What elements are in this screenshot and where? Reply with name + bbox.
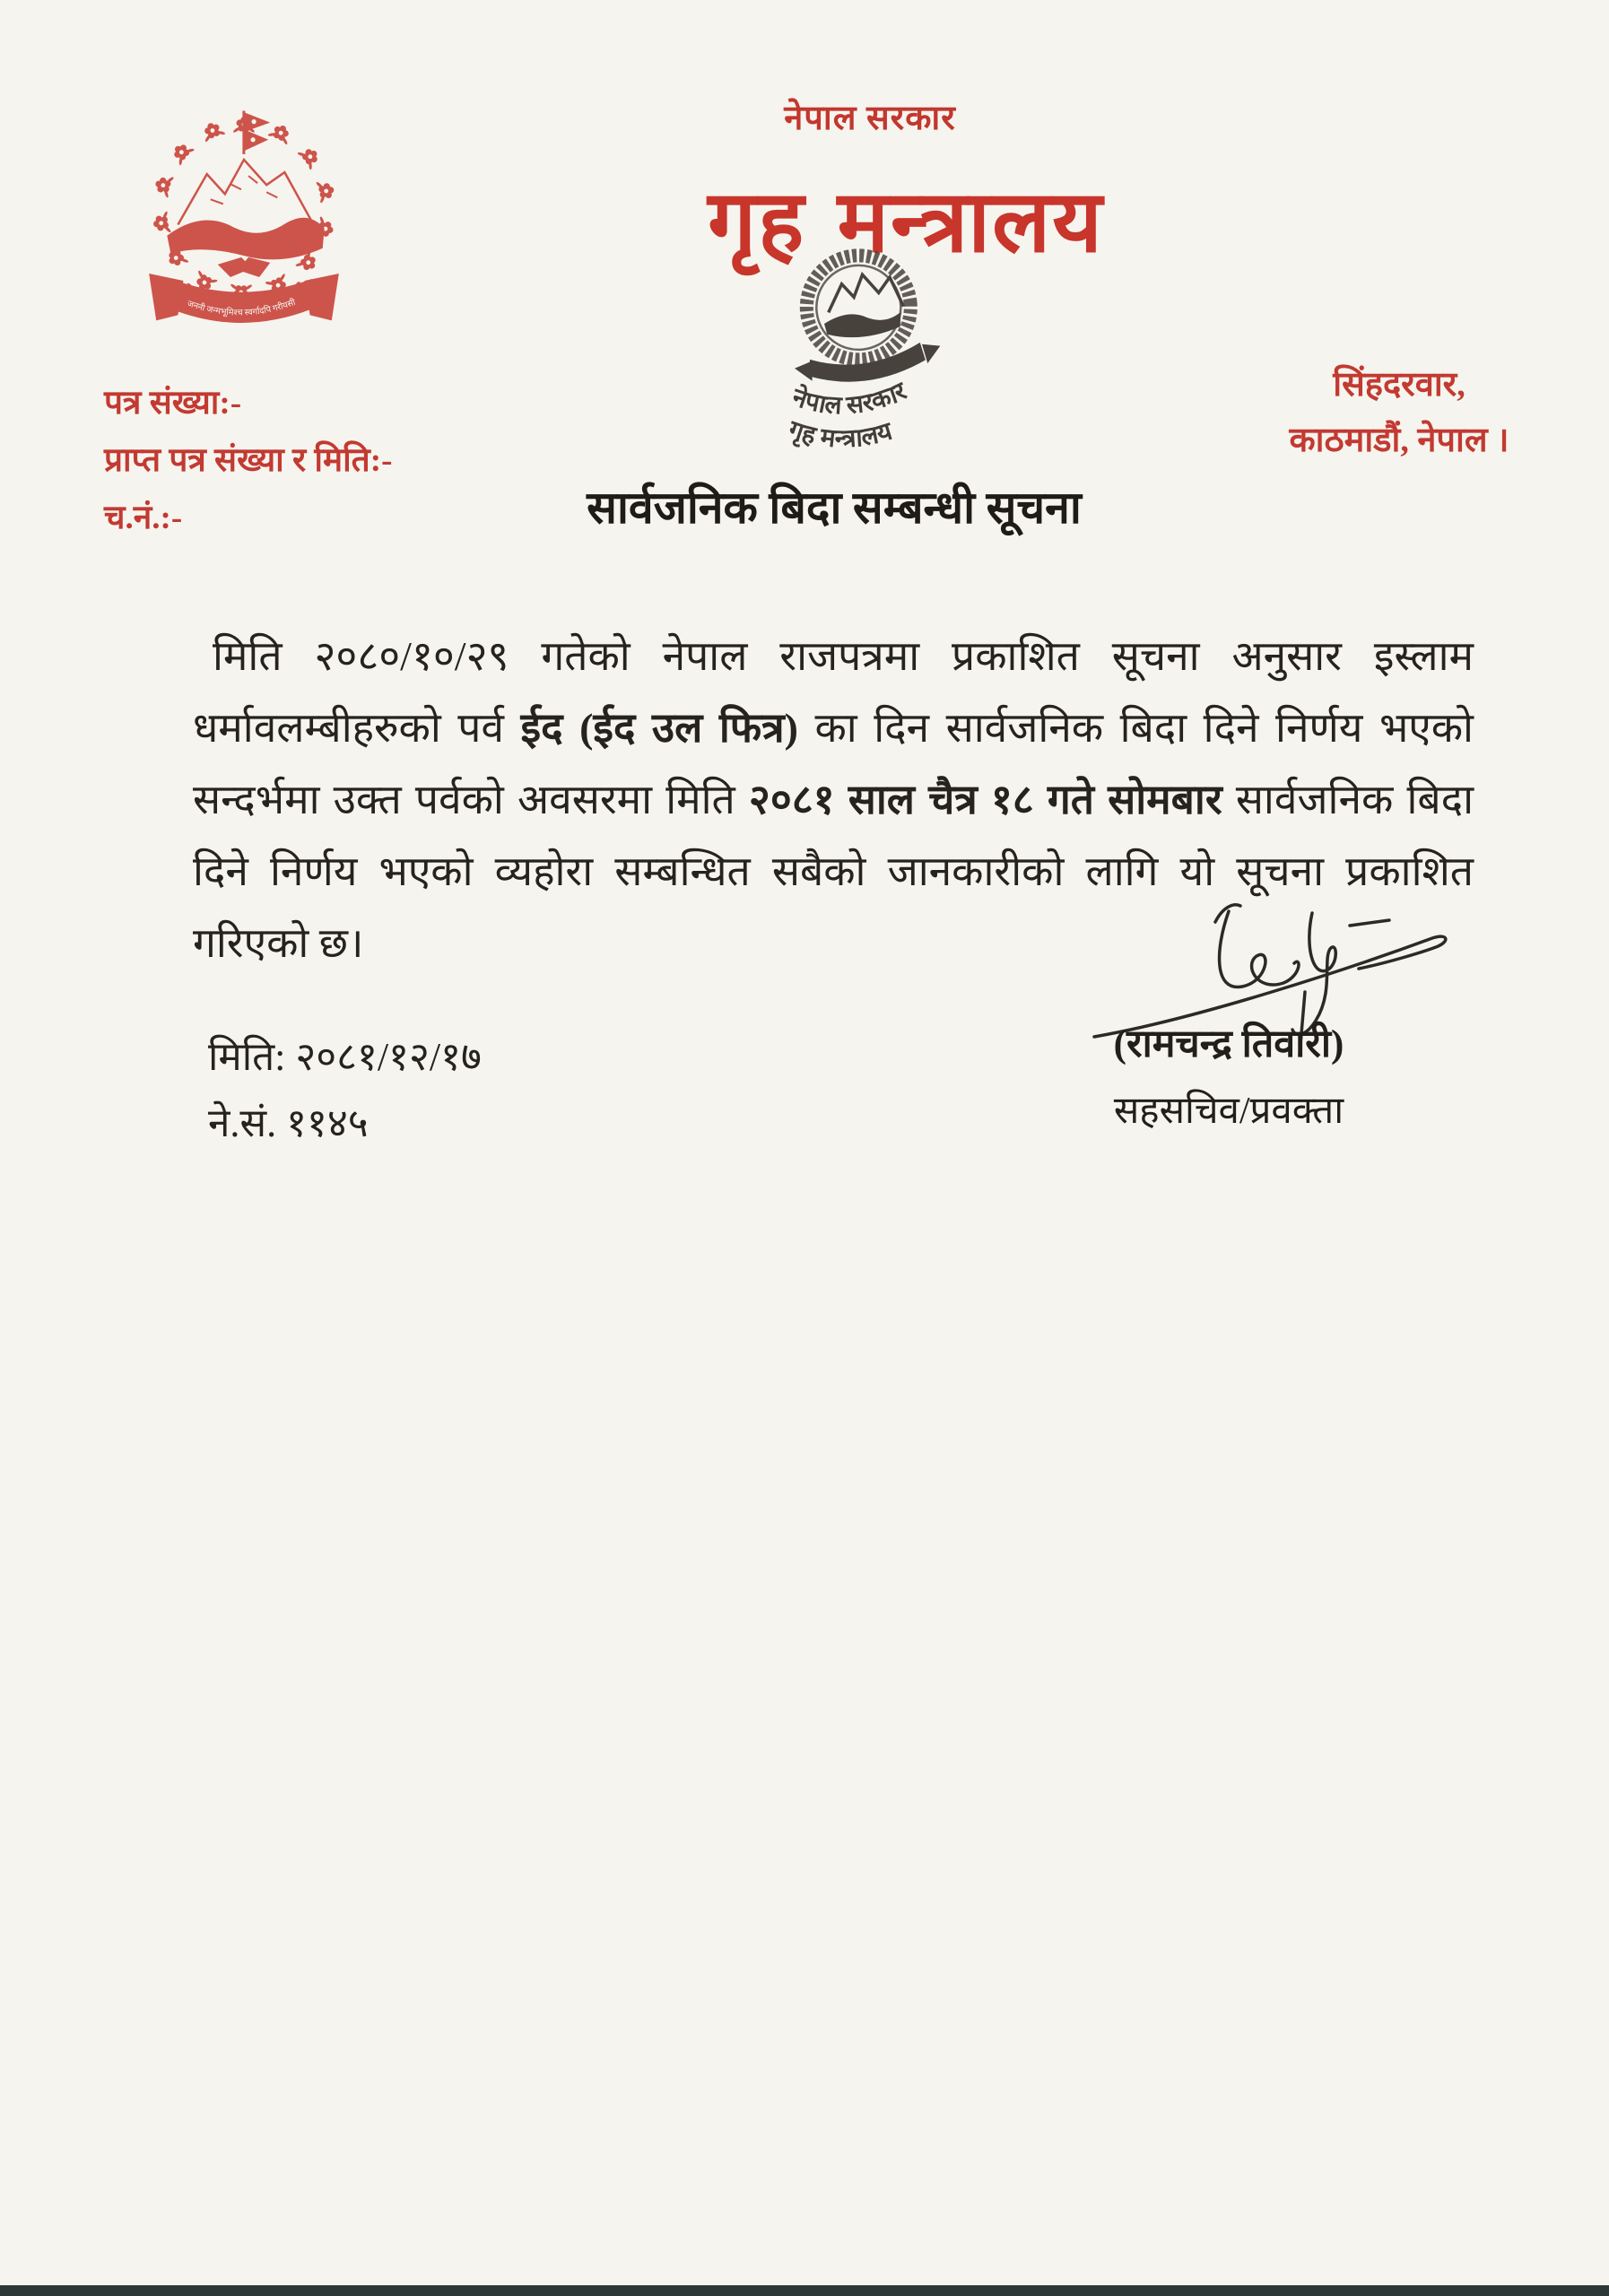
body-segment: का दिन सार्वजनिक बिदा दिने निर्णय भएको सन्दर्भमा उक्त पर्वको अवसरमा मिति — [193, 705, 1474, 822]
government-name: नेपाल सरकार — [784, 100, 956, 137]
signatory-name: (रामचन्द्र तिवारी) — [1113, 1023, 1344, 1065]
body-segment: मिति २०८०/१०/२९ गतेको नेपाल राजपत्रमा प्रकाशित सूचना अनुसार इस्लाम धर्मावलम्बीहरुको पर्व — [193, 633, 1474, 751]
nepal-coat-of-arms-emblem — [131, 97, 357, 339]
received-letter-label: प्राप्त पत्र संख्या र मिति:- — [104, 442, 393, 479]
ch-number-label: च.नं.:- — [104, 500, 183, 536]
letter-number-label: पत्र संख्या:- — [104, 385, 242, 422]
stamp-text-line2: गृह मन्त्रालय — [785, 415, 896, 454]
address-line2: काठमाडौं, नेपाल । — [1289, 422, 1509, 459]
svg-text:गृह मन्त्रालय — [784, 415, 897, 453]
stamp-mountains — [825, 271, 904, 315]
notice-title: सार्वजनिक बिदा सम्बन्धी सूचना — [587, 483, 1082, 533]
address-block — [1220, 357, 1579, 468]
address-line1: सिंहदरवार, — [1333, 366, 1465, 404]
ministry-ink-stamp — [762, 235, 974, 459]
stamp-text-line1: नेपाल सरकार — [788, 377, 911, 421]
signatory-title: सहसचिव/प्रवक्ता — [1113, 1091, 1344, 1132]
hills-band — [167, 218, 324, 260]
body-segment-bold: २०८१ साल चैत्र १८ गते सोमबार — [748, 777, 1222, 822]
ministry-name: गृह मन्त्रालय — [708, 171, 1104, 272]
nepal-sambat-number: ने.सं. ११४५ — [208, 1101, 369, 1145]
emblem-motto-text: जननी जन्मभूमिश्च स्वर्गादपि गरीयसी — [186, 297, 298, 318]
handshake-icon — [218, 257, 270, 277]
issue-date: मिति: २०८१/१२/१७ — [208, 1035, 482, 1079]
nepal-flag-icon — [242, 111, 270, 154]
stamp-wreath-ring — [802, 250, 916, 364]
body-segment-bold: ईद (ईद उल फित्र) — [520, 705, 798, 751]
svg-text:नेपाल सरकार — [787, 377, 911, 420]
body-segment: सार्वजनिक बिदा दिने निर्णय भएको व्यहोरा सम्बन्धित सबैको जानकारीको लागि यो सूचना प्रकाशित गरिएको छ। — [193, 777, 1474, 966]
motto-ribbon — [149, 274, 339, 323]
scan-edge-strip — [0, 2285, 1609, 2296]
mountain-outline — [178, 160, 313, 225]
